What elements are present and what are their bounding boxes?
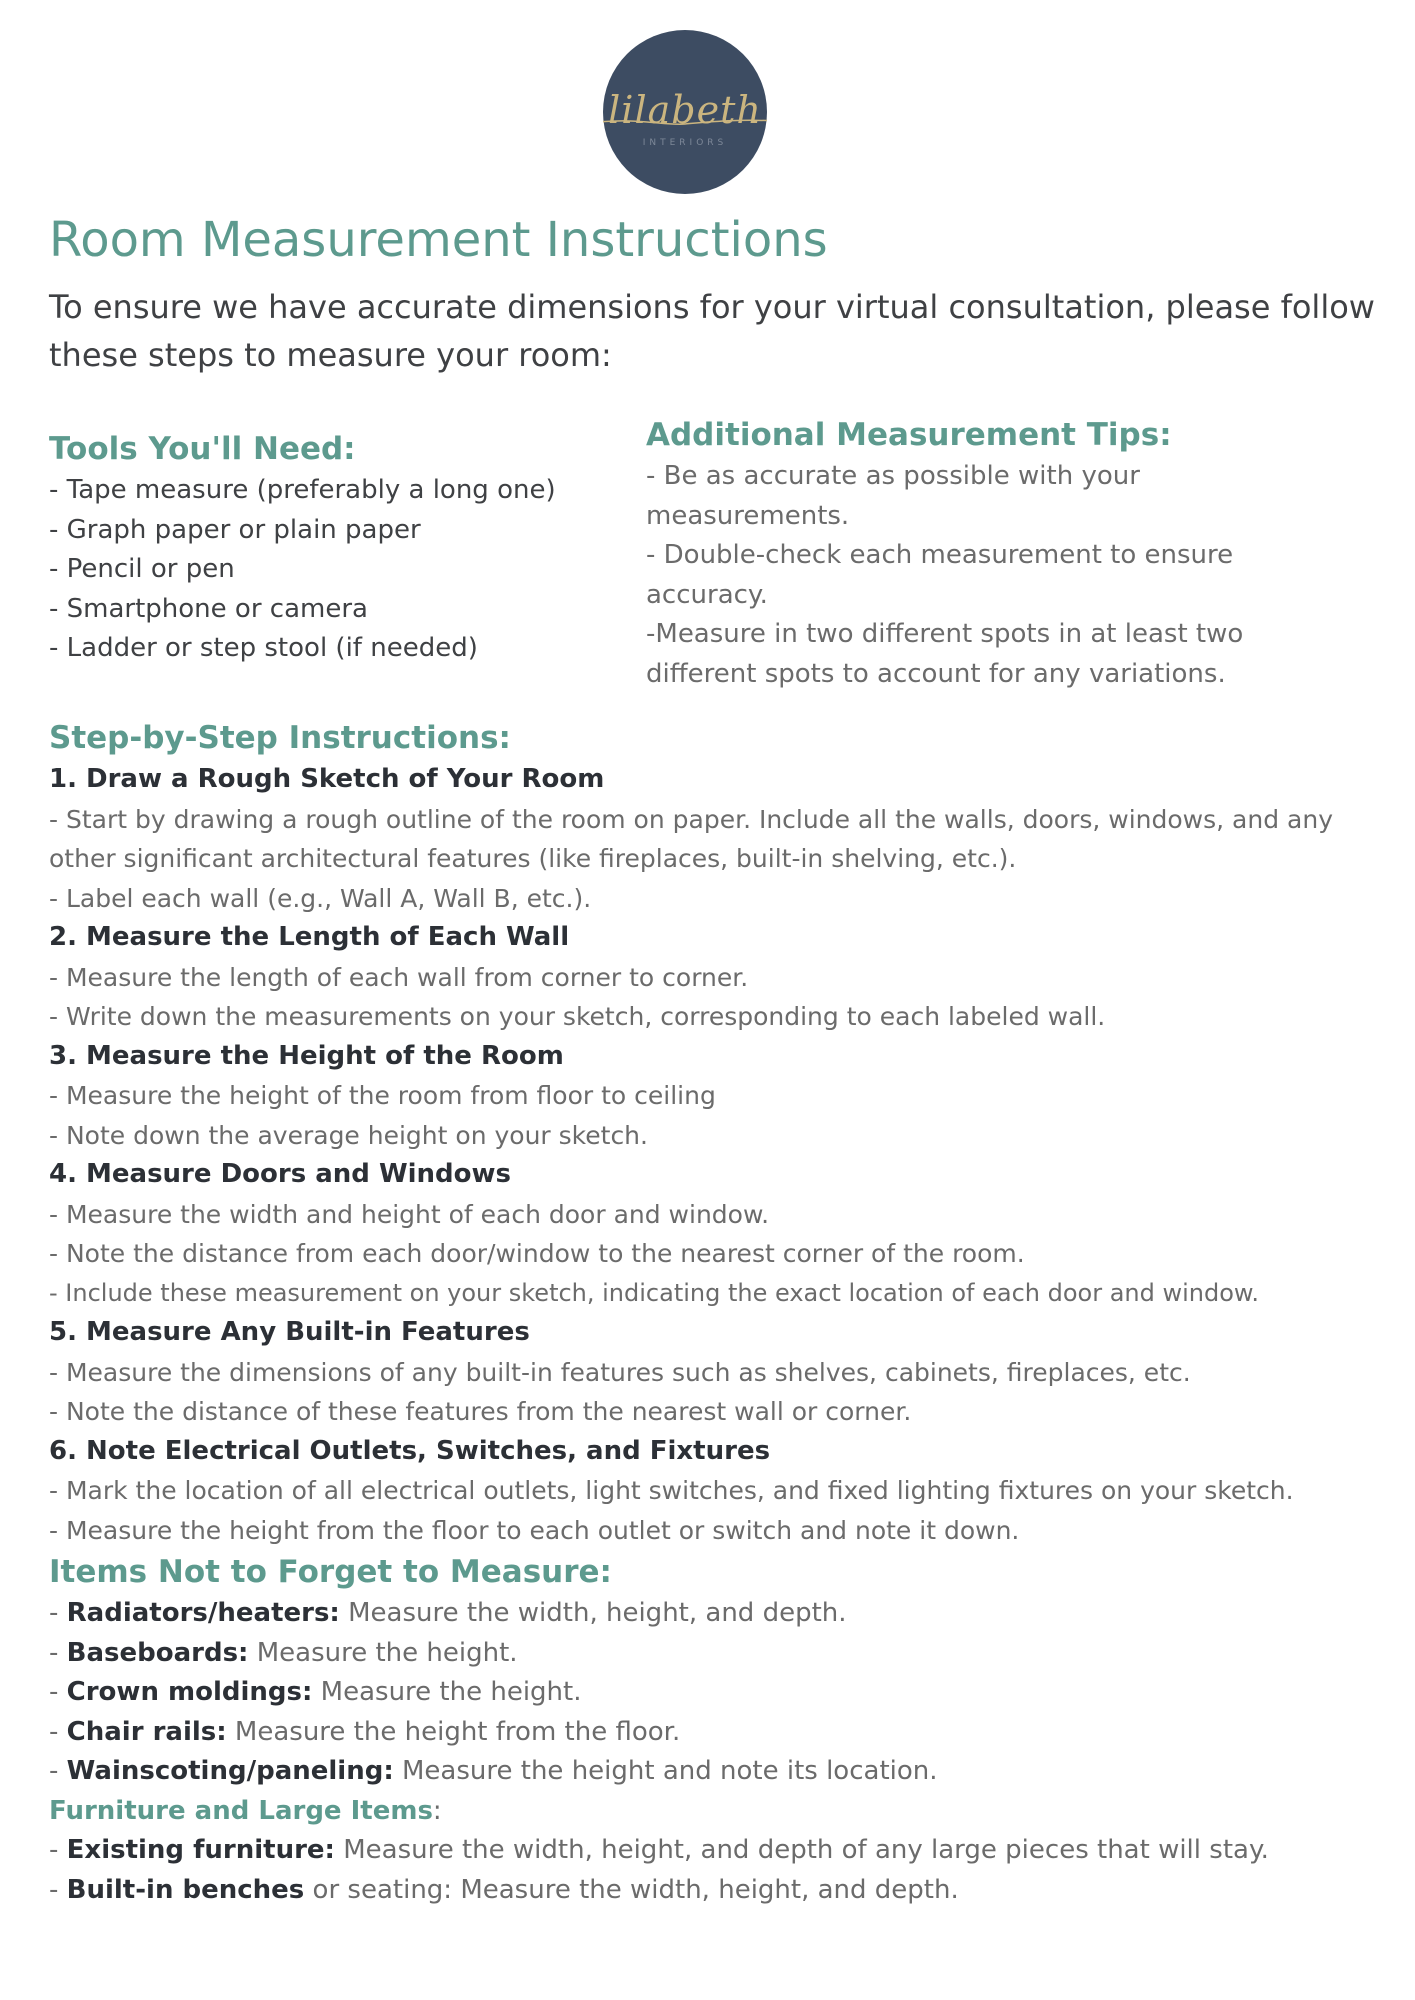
step-line: - Measure the height from the floor to each outlet or switch and note it down. bbox=[49, 1515, 1020, 1545]
steps-heading: Step-by-Step Instructions: bbox=[49, 720, 511, 756]
page-title: Room Measurement Instructions bbox=[49, 212, 828, 268]
tool-item: - Graph paper or plain paper bbox=[49, 514, 421, 545]
step-line: - Note down the average height on your sketch. bbox=[49, 1120, 648, 1150]
tool-item: - Tape measure (preferably a long one) bbox=[49, 475, 556, 505]
tip-item: - Be as accurate as possible with your measurements. bbox=[646, 461, 1140, 531]
step-line: - Include these measurement on your sketch, indicating the exact location of each door and window. bbox=[49, 1278, 1259, 1307]
tools-section bbox=[49, 427, 629, 669]
tools-heading: Tools You'll Need: bbox=[49, 431, 356, 467]
step-line: - Measure the width and height of each door and window. bbox=[49, 1199, 770, 1229]
step-line: - Measure the dimensions of any built-in features such as shelves, cabinets, fireplaces, etc. bbox=[49, 1357, 1191, 1387]
tips-section bbox=[646, 413, 1346, 694]
step-line: - Mark the location of all electrical outlets, light switches, and fixed lighting fixtures on your sketch. bbox=[49, 1476, 1294, 1505]
tips-list bbox=[646, 457, 1346, 694]
step-line: - Note the distance from each door/window to the nearest corner of the room. bbox=[49, 1239, 1025, 1268]
measure-item: - Radiators/heaters: Measure the width, height, and depth. bbox=[49, 1598, 847, 1628]
tool-item: - Smartphone or camera bbox=[49, 593, 368, 624]
measure-item: - Wainscoting/paneling: Measure the height and note its location. bbox=[49, 1756, 938, 1786]
step-line: - Label each wall (e.g., Wall A, Wall B, etc.). bbox=[49, 883, 592, 913]
step-title: 1. Draw a Rough Sketch of Your Room bbox=[49, 764, 605, 794]
measure-item: - Crown moldings: Measure the height. bbox=[49, 1677, 582, 1707]
furniture-heading: Furniture and Large Items: bbox=[49, 1795, 442, 1826]
main-content bbox=[49, 716, 1389, 1910]
step-line: - Measure the length of each wall from corner to corner. bbox=[49, 962, 749, 992]
items-heading: Items Not to Forget to Measure: bbox=[49, 1554, 612, 1590]
step-title: 3. Measure the Height of the Room bbox=[49, 1040, 564, 1071]
step-line: - Measure the height of the room from floor to ceiling bbox=[49, 1081, 716, 1110]
step-line: - Note the distance of these features from the nearest wall or corner. bbox=[49, 1397, 912, 1426]
step-title: 4. Measure Doors and Windows bbox=[49, 1159, 512, 1189]
furniture-item: - Existing furniture: Measure the width, height, and depth of any large pieces that will stay. bbox=[49, 1835, 1269, 1865]
logo-tagline: INTERIORS bbox=[642, 138, 728, 148]
measure-item: - Baseboards: Measure the height. bbox=[49, 1637, 518, 1668]
step-title: 2. Measure the Length of Each Wall bbox=[49, 922, 570, 952]
step-title: 5. Measure Any Built-in Features bbox=[49, 1317, 530, 1347]
intro-text: To ensure we have accurate dimensions for your virtual consultation, please follow these steps to measure your room: bbox=[49, 288, 1375, 374]
tools-list bbox=[49, 471, 629, 669]
step-title: 6. Note Electrical Outlets, Switches, and Fixtures bbox=[49, 1435, 771, 1466]
furniture-item: - Built-in benches or seating: Measure the width, height, and depth. bbox=[49, 1874, 959, 1905]
tip-item: -Measure in two different spots in at least two different spots to account for any variations. bbox=[646, 619, 1244, 689]
tip-item: - Double-check each measurement to ensure accuracy. bbox=[646, 540, 1234, 610]
tool-item: - Pencil or pen bbox=[49, 554, 235, 584]
step-line: - Write down the measurements on your sketch, corresponding to each labeled wall. bbox=[49, 1002, 1106, 1031]
tool-item: - Ladder or step stool (if needed) bbox=[49, 633, 478, 663]
measure-item: - Chair rails: Measure the height from the floor. bbox=[49, 1716, 681, 1747]
step-line: - Start by drawing a rough outline of the room on paper. Include all the walls, doors, windows, and any other significant architectural features (like fireplaces, built-in shelving, etc.). bbox=[49, 804, 1333, 873]
logo bbox=[603, 30, 767, 194]
tips-heading: Additional Measurement Tips: bbox=[646, 417, 1172, 453]
logo-name: lilabeth bbox=[608, 88, 762, 132]
